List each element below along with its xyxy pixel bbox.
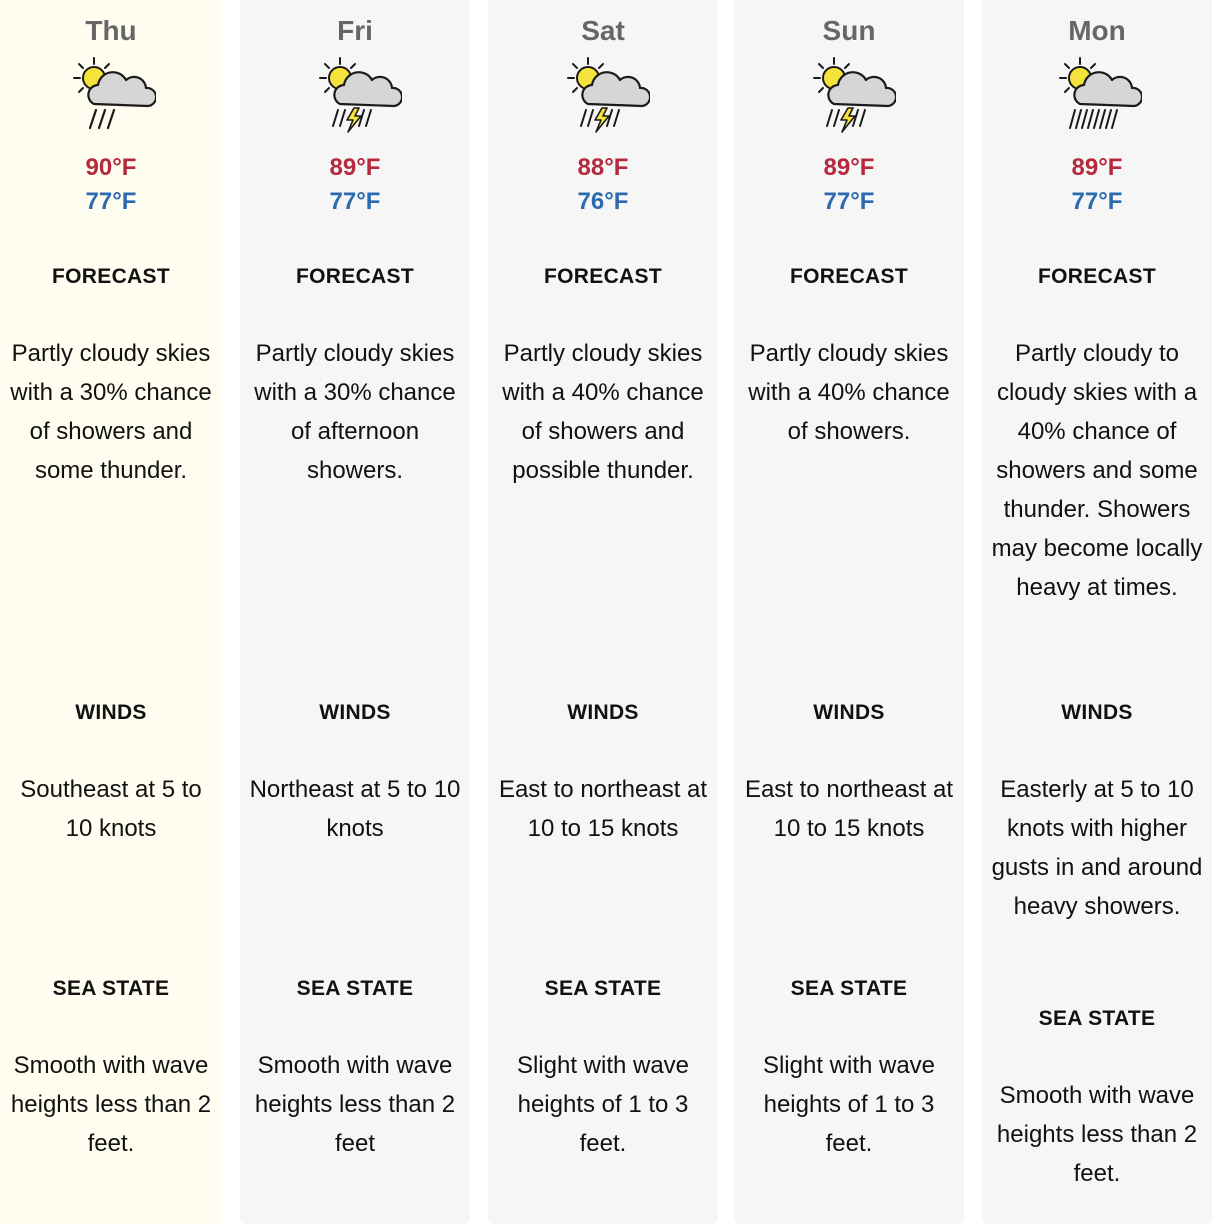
day-name: Fri: [337, 15, 373, 46]
sea-state-text: Slight with wave heights of 1 to 3 feet.: [762, 1052, 936, 1157]
partly-cloudy-thunderstorm-icon: [566, 56, 650, 138]
winds-heading: WINDS: [319, 701, 391, 724]
partly-cloudy-thunderstorm-icon: [812, 56, 896, 138]
winds-text: Southeast at 5 to 10 knots: [20, 776, 202, 842]
partly-cloudy-thunderstorm-icon: [318, 56, 402, 138]
sea-state-heading: SEA STATE: [790, 977, 908, 1000]
low-temp: 77°F: [823, 188, 875, 215]
sea-state-text: Slight with wave heights of 1 to 3 feet.: [516, 1052, 690, 1157]
day-name: Mon: [1068, 15, 1126, 46]
forecast-text: Partly cloudy to cloudy skies with a 40% chance of showers and some thunder. Showers may become locally heavy at times.: [991, 340, 1203, 601]
sea-state-heading: SEA STATE: [296, 977, 414, 1000]
forecast-heading: FORECAST: [790, 265, 908, 288]
low-temp: 77°F: [1071, 188, 1123, 215]
sea-state-text: Smooth with wave heights less than 2 feet.: [10, 1052, 212, 1157]
day-column-fri: [240, 0, 470, 1224]
forecast-heading: FORECAST: [52, 265, 170, 288]
sea-state-heading: SEA STATE: [1038, 1007, 1156, 1030]
forecast-heading: FORECAST: [296, 265, 414, 288]
winds-text: East to northeast at 10 to 15 knots: [744, 776, 954, 842]
sea-state-heading: SEA STATE: [544, 977, 662, 1000]
high-temp: 89°F: [329, 154, 381, 181]
winds-heading: WINDS: [75, 701, 147, 724]
day-name: Thu: [85, 15, 137, 46]
day-column-sun: [734, 0, 964, 1224]
winds-heading: WINDS: [567, 701, 639, 724]
forecast-text: Partly cloudy skies with a 30% chance of showers and some thunder.: [10, 340, 212, 484]
low-temp: 77°F: [329, 188, 381, 215]
high-temp: 89°F: [823, 154, 875, 181]
partly-cloudy-heavy-rain-icon: [1058, 56, 1142, 138]
high-temp: 89°F: [1071, 154, 1123, 181]
day-column-mon: [982, 0, 1212, 1224]
winds-heading: WINDS: [813, 701, 885, 724]
sea-state-text: Smooth with wave heights less than 2 feet.: [996, 1082, 1198, 1187]
high-temp: 90°F: [85, 154, 137, 181]
winds-text: East to northeast at 10 to 15 knots: [498, 776, 708, 842]
forecast-text: Partly cloudy skies with a 40% chance of showers and possible thunder.: [502, 340, 704, 484]
winds-text: Northeast at 5 to 10 knots: [249, 776, 461, 842]
forecast-heading: FORECAST: [1038, 265, 1156, 288]
day-name: Sat: [581, 15, 625, 46]
low-temp: 77°F: [85, 188, 137, 215]
partly-cloudy-rain-icon: [72, 56, 156, 138]
day-column-sat: [488, 0, 718, 1224]
forecast-text: Partly cloudy skies with a 30% chance of afternoon showers.: [254, 340, 456, 484]
day-name: Sun: [822, 15, 876, 46]
forecast-text: Partly cloudy skies with a 40% chance of showers.: [748, 340, 950, 445]
winds-text: Easterly at 5 to 10 knots with higher gusts in and around heavy showers.: [991, 776, 1203, 920]
forecast-heading: FORECAST: [544, 265, 662, 288]
sea-state-text: Smooth with wave heights less than 2 feet: [254, 1052, 456, 1157]
sea-state-heading: SEA STATE: [52, 977, 170, 1000]
high-temp: 88°F: [577, 154, 629, 181]
winds-heading: WINDS: [1061, 701, 1133, 724]
day-column-thu: [0, 0, 222, 1224]
low-temp: 76°F: [577, 188, 629, 215]
